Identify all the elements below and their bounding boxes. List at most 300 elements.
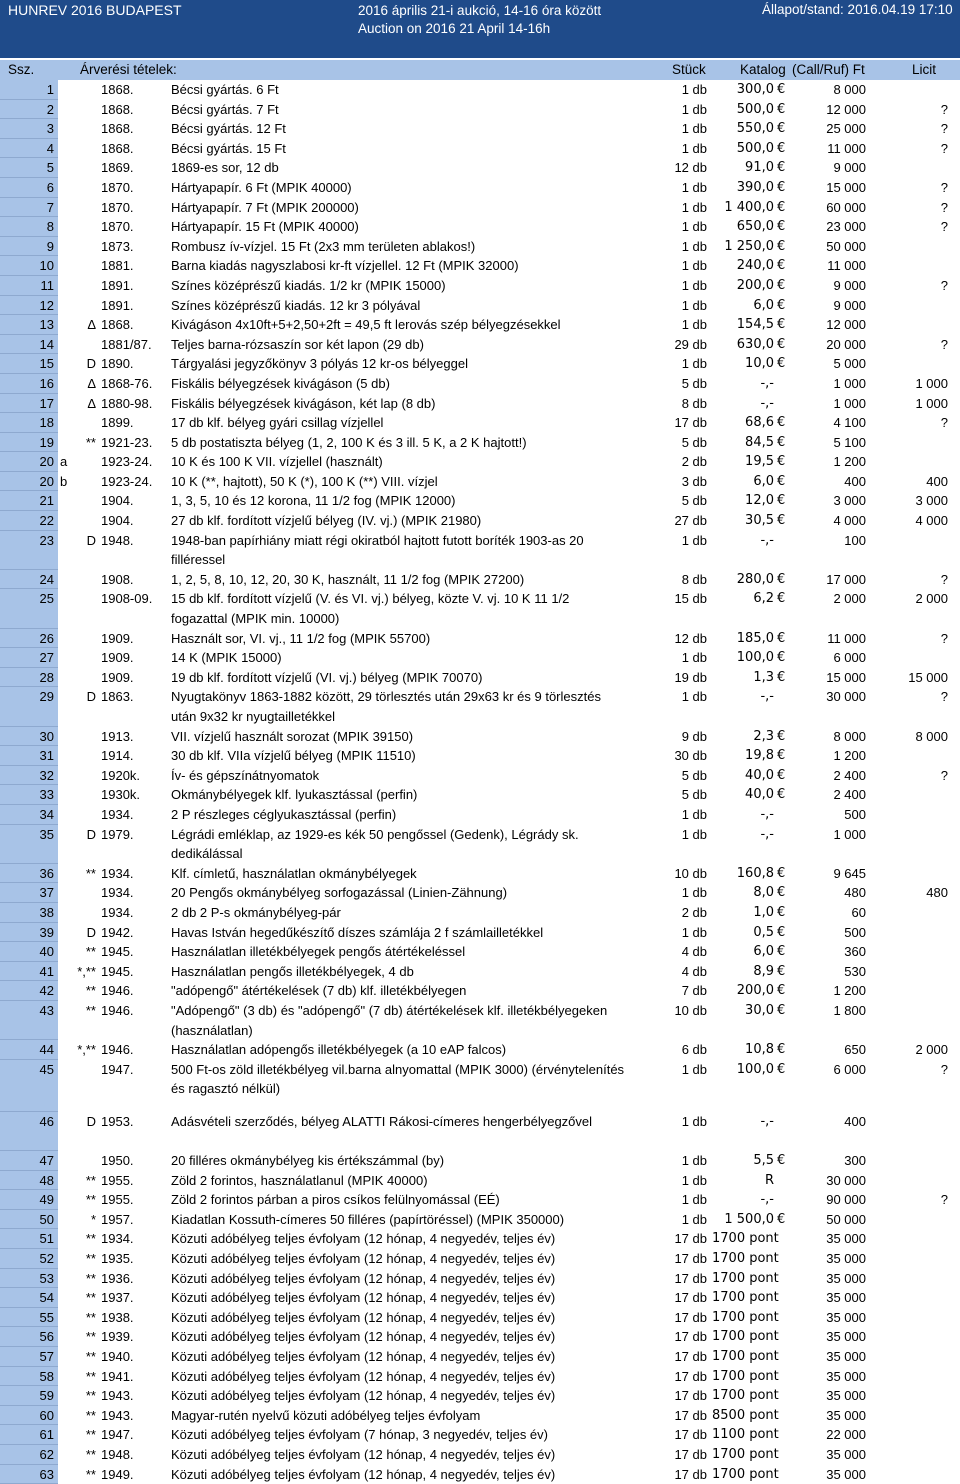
table-row [0, 452, 960, 472]
table-row [0, 1288, 960, 1308]
table-row [0, 1060, 960, 1112]
call-price: 650 [844, 1042, 866, 1058]
bid-value: 1 000 [915, 395, 948, 411]
lot-description: 10 K (**, hajtott), 50 K (*), 100 K (**) VIII. vízjel [171, 473, 438, 489]
catalog-value: 550,0 [736, 121, 774, 137]
lot-quantity: 1 db [681, 885, 707, 901]
lot-year: 1946. [101, 1042, 134, 1058]
catalog-value: 1700 pont [712, 1329, 779, 1345]
euro-symbol: € [777, 571, 786, 587]
lot-quantity: 1 db [681, 219, 707, 235]
lot-year: 1870. [101, 179, 134, 195]
lot-number: 10 [39, 258, 54, 274]
call-price: 35 000 [826, 1388, 866, 1404]
bid-value: 1 000 [915, 375, 948, 391]
euro-symbol: € [777, 728, 786, 744]
call-price: 15 000 [826, 179, 866, 195]
call-price: 23 000 [826, 219, 866, 235]
table-row [0, 1445, 960, 1465]
lot-year: 1881/87. [101, 336, 152, 352]
lot-number-cell [0, 942, 58, 962]
lot-year: 1955. [101, 1192, 134, 1208]
call-price: 9 000 [833, 160, 866, 176]
condition-mark: ** [85, 865, 96, 881]
lot-number-cell [0, 687, 58, 726]
table-row [0, 942, 960, 962]
table-row [0, 1347, 960, 1367]
table-row [0, 198, 960, 218]
lot-quantity: 1 db [681, 806, 707, 822]
euro-symbol: € [777, 121, 786, 137]
lot-quantity: 9 db [681, 728, 707, 744]
lot-number-cell [0, 825, 58, 864]
catalog-value: 8,9 [753, 963, 774, 979]
catalog-value: 40,0 [745, 787, 774, 803]
catalog-value: 1700 pont [712, 1466, 779, 1482]
condition-mark: ** [85, 1172, 96, 1188]
lot-table [0, 80, 960, 1484]
table-row [0, 648, 960, 668]
lot-number: 53 [39, 1270, 54, 1286]
lot-quantity: 17 db [674, 1270, 707, 1286]
lot-description: Zöld 2 forintos párban a piros csíkos felülnyomással (EÉ) [171, 1192, 500, 1208]
catalog-value: 100,0 [736, 650, 774, 666]
catalog-value: -,- [760, 806, 774, 822]
lot-year: 1868. [101, 317, 134, 333]
condition-mark: ** [85, 983, 96, 999]
lot-number-cell [0, 668, 58, 688]
lot-year: 1873. [101, 238, 134, 254]
lot-number-cell [0, 335, 58, 355]
lot-quantity: 12 db [674, 160, 707, 176]
lot-number: 33 [39, 787, 54, 803]
lot-quantity: 1 db [681, 297, 707, 313]
catalog-value: 12,0 [745, 493, 774, 509]
bid-value: ? [940, 140, 948, 156]
auction-date-en: Auction on 2016 21 April 14-16h [358, 21, 551, 36]
lot-description: Okmánybélyegek klf. lyukasztással (perfin) [171, 787, 418, 803]
call-price: 35 000 [826, 1407, 866, 1423]
lot-quantity: 30 db [674, 748, 707, 764]
call-price: 9 000 [833, 277, 866, 293]
lot-description: Használatlan pengős illetékbélyegek, 4 db [171, 963, 414, 979]
lot-quantity: 4 db [681, 944, 707, 960]
catalog-value: 200,0 [736, 983, 774, 999]
lot-quantity: 8 db [681, 395, 707, 411]
catalog-value: -,- [760, 395, 774, 411]
condition-mark: ** [85, 434, 96, 450]
call-price: 60 000 [826, 199, 866, 215]
column-header-row [0, 60, 960, 80]
lot-number: 36 [39, 865, 54, 881]
euro-symbol: € [777, 983, 786, 999]
lot-number: 38 [39, 904, 54, 920]
lot-year: 1870. [101, 219, 134, 235]
condition-mark: ** [85, 1290, 96, 1306]
lot-quantity: 12 db [674, 630, 707, 646]
lot-quantity: 1 db [681, 1061, 707, 1077]
lot-quantity: 2 db [681, 904, 707, 920]
lot-year: 1880-98. [101, 395, 153, 411]
table-row [0, 158, 960, 178]
lot-year: 1947. [101, 1061, 134, 1077]
lot-year: 1904. [101, 493, 134, 509]
call-price: 2 400 [833, 787, 866, 803]
lot-number: 44 [39, 1042, 54, 1058]
lot-number-cell [0, 491, 58, 511]
euro-symbol: € [777, 317, 786, 333]
lot-number: 34 [39, 806, 54, 822]
call-price: 300 [844, 1153, 866, 1169]
euro-symbol: € [777, 669, 786, 685]
lot-number: 6 [46, 179, 54, 195]
lot-year: 1955. [101, 1172, 134, 1188]
lot-number: 60 [39, 1407, 54, 1423]
lot-description: Rombusz ív-vízjel. 15 Ft (2x3 mm területen ablakos!) [171, 238, 476, 254]
lot-quantity: 27 db [674, 513, 707, 529]
lot-description: "adópengő" átértékelések (7 db) klf. illetékbélyegen [171, 983, 467, 999]
catalog-value: 390,0 [736, 179, 774, 195]
col-stuck: Stück [672, 62, 706, 77]
table-row [0, 1190, 960, 1210]
lot-year: 1957. [101, 1211, 134, 1227]
bid-value: 2 000 [915, 591, 948, 607]
condition-mark: ** [85, 944, 96, 960]
lot-number: 58 [39, 1368, 54, 1384]
lot-year: 1946. [101, 1002, 134, 1018]
lot-number: 21 [39, 493, 54, 509]
euro-symbol: € [777, 82, 786, 97]
lot-number-cell [0, 570, 58, 590]
lot-year: 1863. [101, 689, 134, 705]
table-row [0, 491, 960, 511]
euro-symbol: € [777, 787, 786, 803]
catalog-value: 1700 pont [712, 1388, 779, 1404]
lot-quantity: 6 db [681, 1042, 707, 1058]
lot-quantity: 17 db [674, 415, 707, 431]
lot-number: 42 [39, 983, 54, 999]
euro-symbol: € [777, 904, 786, 920]
table-row [0, 923, 960, 943]
euro-symbol: € [777, 944, 786, 960]
lot-quantity: 1 db [681, 238, 707, 254]
euro-symbol: € [777, 277, 786, 293]
lot-number-cell [0, 374, 58, 394]
euro-symbol: € [777, 591, 786, 607]
catalog-value: 8,0 [753, 885, 774, 901]
euro-symbol: € [777, 160, 786, 176]
catalog-value: 6,0 [753, 297, 774, 313]
condition-mark: D [86, 1113, 96, 1129]
lot-number-cell [0, 1151, 58, 1171]
call-price: 3 000 [833, 493, 866, 509]
call-price: 11 000 [827, 140, 866, 156]
catalog-value: 19,8 [745, 748, 774, 764]
bid-value: ? [940, 219, 948, 235]
catalog-value: 1 500,0 [724, 1211, 774, 1227]
lot-year: 1868. [101, 121, 134, 137]
catalog-value: 500,0 [736, 101, 774, 117]
lot-description: 2 db 2 P-s okmánybélyeg-pár [171, 904, 341, 920]
lot-number: 30 [39, 728, 54, 744]
lot-number-cell [0, 981, 58, 1001]
call-price: 25 000 [826, 121, 866, 137]
call-price: 5 000 [833, 356, 866, 372]
call-price: 100 [844, 532, 866, 548]
lot-description: Használatlan illetékbélyegek pengős átértékeléssel [171, 944, 466, 960]
col-licit: Licit [912, 62, 937, 77]
lot-quantity: 1 db [681, 924, 707, 940]
condition-mark: D [86, 924, 96, 940]
catalog-value: -,- [760, 532, 774, 548]
table-row [0, 981, 960, 1001]
catalog-value: 1700 pont [712, 1231, 779, 1247]
call-price: 4 100 [833, 415, 866, 431]
lot-description: Tárgyalási jegyzőkönyv 3 pólyás 12 kr-os bélyeggel [171, 356, 468, 372]
call-price: 1 000 [833, 395, 866, 411]
table-row [0, 531, 960, 570]
catalog-value: 8500 pont [712, 1407, 779, 1423]
call-price: 20 000 [826, 336, 866, 352]
lot-number-cell [0, 256, 58, 276]
table-row [0, 413, 960, 433]
catalog-value: -,- [760, 375, 774, 391]
call-price: 35 000 [826, 1270, 866, 1286]
lot-quantity: 1 db [681, 82, 707, 97]
status-timestamp: Állapot/stand: 2016.04.19 17:10 [762, 2, 953, 17]
lot-description: Színes középrészű kiadás. 12 kr 3 pólyával [171, 297, 421, 313]
call-price: 500 [844, 924, 866, 940]
catalog-value: 10,0 [745, 356, 774, 372]
lot-number-cell [0, 452, 58, 472]
call-price: 35 000 [826, 1466, 866, 1482]
lot-number-cell [0, 1229, 58, 1249]
lot-number: 59 [39, 1388, 54, 1404]
lot-number: 43 [39, 1002, 54, 1018]
lot-quantity: 1 db [681, 1211, 707, 1227]
table-row [0, 805, 960, 825]
call-price: 12 000 [826, 101, 866, 117]
lot-description: 15 db klf. fordított vízjelű (V. és VI. vj.) bélyeg, közte V. vj. 10 K 11 1/2 fogazattal (MPIK min. 10000) [171, 591, 570, 627]
lot-description: Közuti adóbélyeg teljes évfolyam (12 hónap, 4 negyedév, teljes év) [171, 1349, 556, 1364]
lot-number: 20 [39, 454, 54, 470]
condition-mark: D [86, 532, 96, 548]
catalog-value: 185,0 [736, 630, 774, 646]
lot-number: 23 [39, 532, 54, 548]
table-row [0, 589, 960, 628]
lot-number: 50 [39, 1211, 54, 1227]
catalog-value: 630,0 [736, 336, 774, 352]
lot-year: 1934. [101, 885, 134, 901]
catalog-value: 5,5 [753, 1153, 774, 1169]
lot-number: 47 [39, 1153, 54, 1169]
table-row [0, 687, 960, 726]
lot-year: 1934. [101, 865, 134, 881]
lot-number: 25 [39, 591, 54, 607]
bid-value: 3 000 [915, 493, 948, 509]
table-row [0, 374, 960, 394]
catalog-value: 84,5 [745, 434, 774, 450]
call-price: 11 000 [827, 258, 866, 274]
table-row [0, 80, 960, 100]
euro-symbol: € [777, 101, 786, 117]
lot-description: Hártyapapír. 6 Ft (MPIK 40000) [171, 179, 352, 195]
table-row [0, 1386, 960, 1406]
lot-description: Bécsi gyártás. 7 Ft [171, 101, 279, 117]
lot-number: 15 [39, 356, 54, 372]
lot-description: VII. vízjelű használt sorozat (MPIK 39150) [171, 728, 414, 744]
lot-description: Kivágáson 4x10ft+5+2,50+2ft = 49,5 ft lerovás szép bélyegzésekkel [171, 317, 561, 333]
lot-description: 500 Ft-os zöld illetékbélyeg vil.barna alnyomattal (MPIK 3000) (érvénytelenítés és ragasztó nélkül) [171, 1061, 625, 1097]
table-row [0, 1151, 960, 1171]
call-price: 35 000 [826, 1368, 866, 1384]
lot-description: Közuti adóbélyeg teljes évfolyam (12 hónap, 4 negyedév, teljes év) [171, 1309, 556, 1325]
lot-description: 1869-es sor, 12 db [171, 160, 279, 176]
lot-number: 5 [46, 160, 54, 176]
catalog-value: 6,0 [753, 473, 774, 489]
lot-description: Teljes barna-rózsaszín sor két lapon (29 db) [171, 336, 424, 352]
lot-number-cell [0, 1040, 58, 1060]
call-price: 11 000 [827, 630, 866, 646]
lot-year: 1938. [101, 1309, 134, 1325]
lot-year: 1868. [101, 82, 134, 97]
lot-description: Közuti adóbélyeg teljes évfolyam (12 hónap, 4 negyedév, teljes év) [171, 1290, 556, 1306]
bid-value: ? [940, 336, 948, 352]
catalog-value: 240,0 [736, 258, 774, 274]
lot-number-cell [0, 923, 58, 943]
condition-mark: ** [85, 1270, 96, 1286]
lot-number-cell [0, 1327, 58, 1347]
catalog-value: 68,6 [745, 415, 774, 431]
lot-number-cell [0, 139, 58, 159]
catalog-value: 40,0 [745, 767, 774, 783]
call-price: 500 [844, 806, 866, 822]
lot-number: 22 [39, 513, 54, 529]
lot-quantity: 1 db [681, 258, 707, 274]
lot-quantity: 15 db [674, 591, 707, 607]
call-price: 480 [844, 885, 866, 901]
lot-number-cell [0, 1060, 58, 1112]
lot-number-cell [0, 864, 58, 884]
lot-quantity: 8 db [681, 571, 707, 587]
lot-year: 1943. [101, 1388, 134, 1404]
lot-quantity: 17 db [674, 1388, 707, 1404]
lot-number-cell [0, 883, 58, 903]
lot-number: 2 [46, 101, 54, 117]
lot-year: 1909. [101, 630, 134, 646]
lot-quantity: 5 db [681, 767, 707, 783]
lot-description: Ív- és gépszínátnyomatok [171, 767, 320, 783]
call-price: 12 000 [826, 317, 866, 333]
call-price: 6 000 [833, 1061, 866, 1077]
lot-year: 1868. [101, 101, 134, 117]
lot-description: 27 db klf. fordított vízjelű bélyeg (IV. vj.) (MPIK 21980) [171, 513, 482, 529]
call-price: 90 000 [826, 1192, 866, 1208]
catalog-value: 19,5 [745, 454, 774, 470]
lot-description: 19 db klf. fordított vízjelű (VI. vj.) bélyeg (MPIK 70070) [171, 669, 483, 685]
lot-year: 1923-24. [101, 473, 153, 489]
bid-value: 400 [926, 473, 948, 489]
lot-year: 1941. [101, 1368, 134, 1384]
bid-value: ? [940, 1061, 948, 1077]
lot-number: 28 [39, 669, 54, 685]
condition-mark: D [86, 689, 96, 705]
table-row [0, 178, 960, 198]
lot-number: 13 [39, 317, 54, 333]
lot-year: 1899. [101, 415, 134, 431]
lot-number: 41 [39, 963, 54, 979]
catalog-value: R [764, 1172, 774, 1188]
catalog-value: 0,5 [753, 924, 774, 940]
table-row [0, 237, 960, 257]
lot-description: Használatlan adópengős illetékbélyegek (a 10 eAP falcos) [171, 1042, 507, 1058]
lot-number-cell [0, 1367, 58, 1387]
lot-quantity: 1 db [681, 199, 707, 215]
catalog-value: 1,3 [753, 669, 774, 685]
table-row [0, 1269, 960, 1289]
lot-description: Hártyapapír. 15 Ft (MPIK 40000) [171, 219, 359, 235]
table-row [0, 1001, 960, 1040]
lot-description: Közuti adóbélyeg teljes évfolyam (12 hónap, 4 negyedév, teljes év) [171, 1329, 556, 1345]
lot-quantity: 3 db [681, 473, 707, 489]
catalog-value: 2,3 [753, 728, 774, 744]
call-price: 360 [844, 944, 866, 960]
call-price: 2 000 [833, 591, 866, 607]
call-price: 60 [851, 904, 866, 920]
call-price: 1 200 [833, 983, 866, 999]
catalog-value: 1700 pont [712, 1290, 779, 1306]
lot-quantity: 2 db [681, 454, 707, 470]
lot-quantity: 1 db [681, 1113, 707, 1129]
lot-number-cell [0, 472, 58, 492]
lot-description: Bécsi gyártás. 6 Ft [171, 82, 279, 97]
condition-mark: ** [85, 1446, 96, 1462]
lot-quantity: 17 db [674, 1251, 707, 1267]
lot-year: 1890. [101, 356, 134, 372]
lot-number-cell [0, 805, 58, 825]
lot-number: 8 [46, 219, 54, 235]
lot-number: 61 [39, 1427, 54, 1443]
lot-number: 12 [39, 297, 54, 313]
bid-value: ? [940, 415, 948, 431]
lot-description: Közuti adóbélyeg teljes évfolyam (7 hónap, 3 negyedév, teljes év) [171, 1427, 548, 1443]
bid-value: ? [940, 571, 948, 587]
lot-quantity: 1 db [681, 1172, 707, 1188]
lot-description: Barna kiadás nagyszlabosi kr-ft vízjellel. 12 Ft (MPIK 32000) [171, 258, 519, 274]
lot-quantity: 17 db [674, 1466, 707, 1482]
condition-mark: Δ [87, 317, 96, 333]
euro-symbol: € [777, 434, 786, 450]
condition-mark: ** [85, 1231, 96, 1247]
table-row [0, 1249, 960, 1269]
call-price: 30 000 [826, 689, 866, 705]
lot-number-cell [0, 237, 58, 257]
lot-year: 1909. [101, 650, 134, 666]
euro-symbol: € [777, 454, 786, 470]
lot-description: Bécsi gyártás. 12 Ft [171, 121, 286, 137]
lot-year: 1945. [101, 963, 134, 979]
euro-symbol: € [777, 1061, 786, 1077]
lot-description: Közuti adóbélyeg teljes évfolyam (12 hónap, 4 negyedév, teljes év) [171, 1368, 556, 1384]
lot-quantity: 1 db [681, 179, 707, 195]
catalog-value: 1 250,0 [724, 238, 774, 254]
lot-description: 17 db klf. bélyeg gyári csillag vízjellel [171, 415, 384, 431]
lot-number: 35 [39, 826, 54, 842]
euro-symbol: € [777, 1211, 786, 1227]
lot-quantity: 17 db [674, 1231, 707, 1247]
table-row [0, 727, 960, 747]
lot-year: 1870. [101, 199, 134, 215]
